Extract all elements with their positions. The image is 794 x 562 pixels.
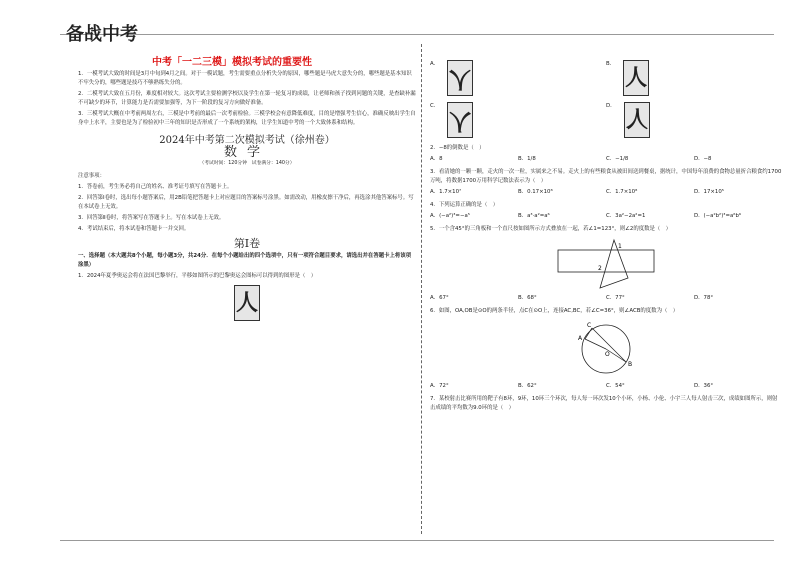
logo-text: 备战中考	[66, 24, 138, 45]
point-a-label: A	[578, 335, 583, 342]
question-7: 7．某校射击比赛所用的靶子有8环，9环，10环三个环次，每人每一环次发10个小环，小杨、小伦、小宇三人每人射击三次，成绩如图所示，则射击成绩的平均数为9.0环的是（ ）	[430, 396, 778, 411]
option-d[interactable]: D．−8	[694, 156, 712, 162]
intro-paragraph: 3．三模考试大概在中考前两周左右，三模是中考前的最后一次考前检验。三模学校会有意降低难度，目的是增强考生信心，准确反映出学生自身中上水平，主要也是为了检验初中三年的知识是否形成了一个系统的架构，让学生知道中考的一个大致体系和结构。	[78, 111, 416, 126]
intro-paragraph: 1．一模考试大致的时间是3月中旬到4月之间。对于一模试题，考生需要重点分析失分的原因，哪些题是马虎大意失分的，哪些题是基本知识不牢失分的，哪些题是技巧不够熟练失分的。	[78, 71, 412, 86]
point-o-label: O	[605, 351, 610, 358]
option-a[interactable]: A．8	[430, 156, 443, 162]
emblem-glyph: 人	[449, 107, 472, 133]
option-d[interactable]: D．(−a²b²)³=a⁶b⁶	[694, 213, 742, 219]
option-a[interactable]: A．(−a²)³=−a⁵	[430, 213, 470, 219]
intro-block	[78, 70, 416, 128]
note-item: 4．考试结束后，将本试卷和答题卡一并交回。	[78, 226, 190, 232]
option-label: D．	[606, 103, 616, 109]
section-heading: 一、选择题（本大题共8个小题，每小题3分，共24分．在每个小题给出的四个选项中，只有一项符合题目要求，请选出并在答题卡上将该项涂黑）	[78, 253, 412, 268]
q2-options	[430, 155, 782, 164]
option-d[interactable]: D．17×10⁵	[694, 189, 724, 195]
triangle-shape	[600, 240, 628, 288]
paris-emblem-icon	[234, 285, 260, 321]
option-c[interactable]: C．1.7×10⁸	[606, 189, 638, 195]
option-b[interactable]: B．0.17×10⁸	[518, 189, 553, 195]
q3-options	[430, 188, 782, 197]
emblem-glyph: 人	[625, 107, 648, 133]
column-divider	[421, 44, 422, 534]
point-c-label: C	[587, 322, 592, 329]
q4-options	[430, 212, 782, 221]
point-b-label: B	[628, 361, 633, 368]
emblem-glyph: 人	[625, 65, 648, 91]
ruler-triangle-diagram	[556, 238, 656, 290]
circle-diagram	[576, 320, 636, 378]
option-label: C．	[430, 103, 440, 109]
option-c[interactable]: C．−1/8	[606, 156, 629, 162]
chord-ac	[585, 328, 592, 339]
emblem-glyph: 人	[449, 65, 472, 91]
option-b[interactable]: B．68°	[518, 295, 537, 301]
option-d[interactable]: D．78°	[694, 295, 714, 301]
intro-paragraph: 2．二模考试大致在五月份，难度相对较大。这次考试主要检测学校以及学生在第一轮复习的成绩，让老师和孩子找到问题的关键，是查缺补漏不可缺少的环节，计算能力是否需要加强等，为下一阶段的复习方向做好准备。	[78, 91, 416, 106]
question-2: 2．−8的倒数是（ ）	[430, 145, 485, 151]
notes-heading: 注意事项：	[78, 173, 105, 179]
option-c[interactable]: C．3a²−2a²=1	[606, 213, 646, 219]
top-rule	[60, 34, 774, 35]
logo	[64, 16, 142, 50]
radius-oa	[585, 339, 606, 349]
option-label: A．	[430, 61, 440, 67]
bottom-rule	[60, 540, 774, 541]
q1-options	[430, 60, 782, 140]
q1-figure	[78, 285, 416, 321]
q1-option-b[interactable]	[606, 60, 782, 98]
emblem-glyph: 人	[235, 290, 258, 316]
option-b[interactable]: B．a³·a²=a⁶	[518, 213, 550, 219]
q5-figure	[430, 238, 782, 290]
question-3: 3．看清她的一颗一颗，走火的一次一粒，实属来之不易。走火上的有些粮食从被田间送到餐桌，据统计，中国每年浪费的食物总量折合粮食约1700万吨，将数据1700万用科学记数法表示为（ ）	[430, 169, 782, 184]
q6-options	[430, 382, 782, 391]
option-d[interactable]: D．36°	[694, 383, 714, 389]
emblem-rotated-icon	[447, 60, 473, 96]
option-c[interactable]: C．77°	[606, 295, 625, 301]
exam-info: （考试时间：120分钟 试卷满分：140分）	[199, 161, 295, 166]
option-label: B．	[606, 61, 616, 67]
question-5: 5．一个含45°的三角板和一个直尺按如图所示方式叠放在一起，若∠1=123°，则∠2的度数是（ ）	[430, 226, 672, 232]
q1-option-c[interactable]	[430, 102, 606, 140]
emblem-flipped-icon	[447, 102, 473, 138]
question-1: 1．2024年夏季奥运会将在法国巴黎举行，平移如图所示的巴黎奥运会图标可以得到的图形是（ ）	[78, 273, 317, 279]
note-item: 2．回答第Ⅰ卷时，选出每小题答案后，用2B铅笔把答题卡上对应题目的答案标号涂黑。如需改动，用橡皮擦干净后，再选涂其他答案标号。写在本试卷上无效。	[78, 195, 414, 210]
emblem-mirrored-icon	[624, 102, 650, 138]
option-a[interactable]: A．1.7×10⁷	[430, 189, 462, 195]
q6-figure	[430, 320, 782, 378]
right-column	[430, 60, 782, 415]
part-title: 第Ⅰ卷	[233, 237, 261, 250]
note-item: 1．答卷前，考生务必将自己的姓名、准考证号填写在答题卡上。	[78, 184, 233, 190]
option-b[interactable]: B．62°	[518, 383, 537, 389]
question-4: 4．下列运算正确的是（ ）	[430, 202, 499, 208]
exam-subject: 数学	[223, 145, 270, 160]
q1-option-d[interactable]	[606, 102, 782, 140]
q1-option-a[interactable]	[430, 60, 606, 98]
option-b[interactable]: B．1/8	[518, 156, 536, 162]
exam-title: 2024年中考第二次模拟考试（徐州卷）	[159, 135, 335, 146]
q5-options	[430, 294, 782, 303]
note-item: 3．回答第Ⅱ卷时，将答案写在答题卡上。写在本试卷上无效。	[78, 215, 225, 221]
angle-label-2: 2	[598, 265, 602, 272]
angle-label-1: 1	[618, 243, 622, 250]
emblem-translated-icon	[623, 60, 649, 96]
banner-title: 中考「一二三模」模拟考试的重要性	[152, 57, 312, 68]
option-c[interactable]: C．54°	[606, 383, 625, 389]
left-column	[78, 70, 416, 325]
option-a[interactable]: A．67°	[430, 295, 449, 301]
option-a[interactable]: A．72°	[430, 383, 449, 389]
question-6: 6．如图，OA,OB是⊙O的两条半径，点C在⊙O上，连接AC,BC，若∠C=36°，则∠ACB的度数为（ ）	[430, 308, 679, 314]
